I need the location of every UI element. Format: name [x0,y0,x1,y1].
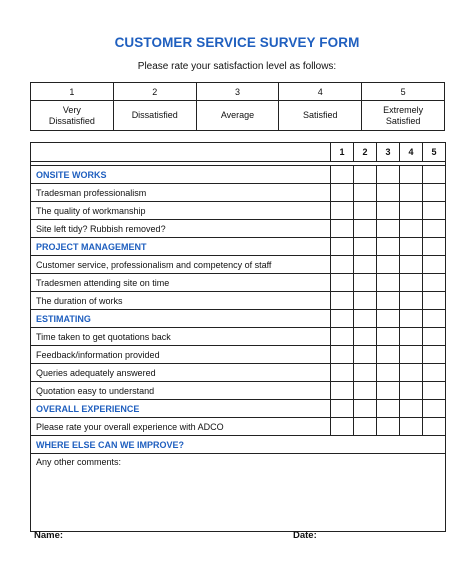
rating-cell-3[interactable] [377,202,400,220]
rating-cell-2[interactable] [354,292,377,310]
rating-cell-5[interactable] [423,364,446,382]
rating-cell-4[interactable] [400,382,423,400]
survey-question-row [31,274,446,292]
section-header-row [31,400,446,418]
date-label: Date: [293,530,317,541]
question-label: Please rate your overall experience with ADCO [31,418,331,436]
scale-label [31,101,114,131]
rating-cell-1[interactable] [331,274,354,292]
scale-label-line: Very [62,104,81,115]
question-label: Queries adequately answered [31,364,331,382]
rating-cell-4[interactable] [400,346,423,364]
section-rating-cell [331,310,354,328]
rating-header: 2 [354,143,377,162]
section-rating-cell [377,310,400,328]
rating-cell-1[interactable] [331,328,354,346]
scale-number: 5 [362,83,445,101]
rating-cell-2[interactable] [354,202,377,220]
rating-cell-5[interactable] [423,220,446,238]
rating-cell-1[interactable] [331,202,354,220]
question-label: Time taken to get quotations back [31,328,331,346]
section-rating-cell [400,310,423,328]
scale-label: Average [196,101,279,131]
survey-question-row [31,292,446,310]
section-rating-cell [423,166,446,184]
survey-question-row [31,364,446,382]
section-rating-cell [354,166,377,184]
rating-cell-4[interactable] [400,202,423,220]
rating-cell-4[interactable] [400,292,423,310]
rating-header-row [31,143,446,162]
section-rating-cell [423,310,446,328]
rating-cell-2[interactable] [354,184,377,202]
scale-label-line: Extremely [383,104,424,115]
rating-cell-3[interactable] [377,184,400,202]
rating-cell-5[interactable] [423,274,446,292]
question-label: Quotation easy to understand [31,382,331,400]
rating-cell-3[interactable] [377,292,400,310]
survey-question-row [31,382,446,400]
scale-number: 2 [113,83,196,101]
survey-question-row [31,346,446,364]
question-label: Site left tidy? Rubbish removed? [31,220,331,238]
rating-cell-1[interactable] [331,382,354,400]
blank-header-cell [31,143,331,162]
section-rating-cell [377,400,400,418]
scale-label: Satisfied [279,101,362,131]
scale-number: 1 [31,83,114,101]
comments-field[interactable] [31,454,446,532]
section-header-row [31,166,446,184]
section-rating-cell [377,238,400,256]
rating-cell-3[interactable] [377,382,400,400]
section-rating-cell [331,166,354,184]
rating-cell-1[interactable] [331,256,354,274]
form-title: CUSTOMER SERVICE SURVEY FORM [114,35,360,50]
question-label: The quality of workmanship [31,202,331,220]
rating-cell-5[interactable] [423,292,446,310]
rating-cell-4[interactable] [400,184,423,202]
section-header-row [31,238,446,256]
rating-cell-5[interactable] [423,202,446,220]
scale-label-line: Satisfied [385,115,421,126]
comments-row [31,454,446,532]
question-label: Tradesman professionalism [31,184,331,202]
scale-label [362,101,445,131]
section-title-estimating: ESTIMATING [31,310,331,328]
section-header-row [31,310,446,328]
survey-question-row [31,256,446,274]
survey-question-row [31,328,446,346]
rating-cell-2[interactable] [354,274,377,292]
rating-cell-2[interactable] [354,328,377,346]
survey-question-row [31,184,446,202]
rating-cell-1[interactable] [331,220,354,238]
rating-cell-3[interactable] [377,364,400,382]
question-label: Customer service, professionalism and competency of staff [31,256,331,274]
section-rating-cell [354,310,377,328]
rating-cell-2[interactable] [354,382,377,400]
name-label: Name: [34,530,64,541]
survey-question-row [31,418,446,436]
scale-number: 3 [196,83,279,101]
rating-cell-3[interactable] [377,418,400,436]
section-rating-cell [423,400,446,418]
rating-cell-4[interactable] [400,328,423,346]
rating-header: 4 [400,143,423,162]
section-rating-cell [377,166,400,184]
rating-cell-1[interactable] [331,364,354,382]
section-rating-cell [331,238,354,256]
rating-header: 3 [377,143,400,162]
survey-table [30,142,446,532]
rating-cell-5[interactable] [423,328,446,346]
rating-cell-4[interactable] [400,364,423,382]
section-rating-cell [354,400,377,418]
section-title-project: PROJECT MANAGEMENT [31,238,331,256]
question-label: Tradesmen attending site on time [31,274,331,292]
rating-cell-1[interactable] [331,292,354,310]
rating-cell-5[interactable] [423,382,446,400]
rating-cell-5[interactable] [423,256,446,274]
rating-cell-5[interactable] [423,346,446,364]
section-title-improve: WHERE ELSE CAN WE IMPROVE? [31,436,446,454]
rating-cell-1[interactable] [331,184,354,202]
rating-cell-4[interactable] [400,256,423,274]
rating-cell-5[interactable] [423,184,446,202]
rating-cell-3[interactable] [377,220,400,238]
rating-cell-4[interactable] [400,274,423,292]
scale-number: 4 [279,83,362,101]
question-label: Feedback/information provided [31,346,331,364]
scale-label-line: Dissatisfied [48,115,95,126]
rating-cell-2[interactable] [354,346,377,364]
section-rating-cell [354,238,377,256]
comments-label: Any other comments: [36,457,122,467]
rating-scale-legend [30,82,445,131]
rating-cell-2[interactable] [354,256,377,274]
rating-cell-3[interactable] [377,274,400,292]
section-header-row [31,436,446,454]
section-rating-cell [400,166,423,184]
rating-header: 1 [331,143,354,162]
rating-cell-2[interactable] [354,418,377,436]
rating-cell-2[interactable] [354,364,377,382]
rating-cell-4[interactable] [400,220,423,238]
section-rating-cell [331,400,354,418]
survey-question-row [31,220,446,238]
question-label: The duration of works [31,292,331,310]
survey-question-row [31,202,446,220]
rating-cell-3[interactable] [377,328,400,346]
section-rating-cell [423,238,446,256]
rating-cell-1[interactable] [331,418,354,436]
form-subtitle: Please rate your satisfaction level as follows: [137,61,337,72]
rating-cell-3[interactable] [377,346,400,364]
section-title-onsite: ONSITE WORKS [31,166,331,184]
section-rating-cell [400,238,423,256]
rating-cell-4[interactable] [400,418,423,436]
section-rating-cell [400,400,423,418]
rating-cell-3[interactable] [377,256,400,274]
rating-cell-2[interactable] [354,220,377,238]
rating-header: 5 [423,143,446,162]
section-title-overall: OVERALL EXPERIENCE [31,400,331,418]
scale-label: Dissatisfied [113,101,196,131]
rating-cell-1[interactable] [331,346,354,364]
rating-cell-5[interactable] [423,418,446,436]
